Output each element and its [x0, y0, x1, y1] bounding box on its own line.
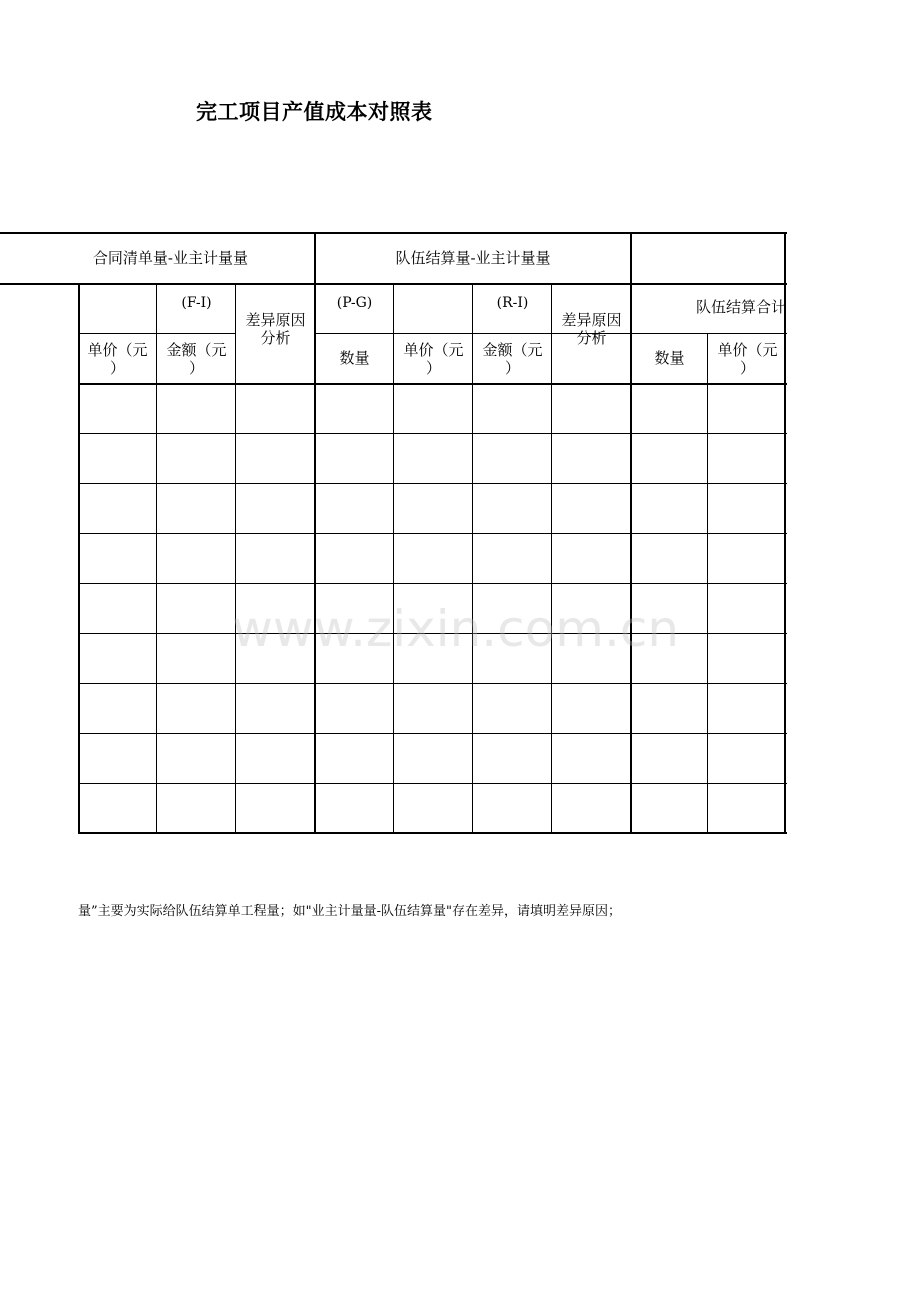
grid-line [78, 433, 787, 434]
header-unit-price [708, 334, 787, 383]
footnote: 量”主要为实际给队伍结算单工程量；如"业主计量量-队伍结算量"存在差异，请填明差异原因； [78, 904, 621, 919]
grid-line [707, 333, 708, 834]
grid-line [78, 783, 787, 784]
header-reason-2-line2: 分析 [576, 329, 607, 347]
header-amount-line1: 金额（元 [482, 340, 543, 359]
grid-line [78, 683, 787, 684]
grid-line [78, 633, 787, 634]
header-reason-1-line2: 分析 [260, 329, 291, 347]
table-grid [0, 232, 787, 835]
header-quantity: 数量 [654, 349, 685, 367]
header-reason-1 [236, 285, 315, 383]
grid-line [78, 383, 787, 385]
grid-line [78, 733, 787, 734]
header-unit-price-line2: ） [425, 358, 441, 377]
grid-line [78, 483, 787, 484]
watermark: www.zixin.com.cn [232, 600, 680, 658]
header-formula-fi: (F-I) [181, 294, 212, 311]
header-team-settlement-total: 队伍结算合计 [696, 297, 787, 316]
header-unit-price-line1: 单价（元 [717, 340, 778, 359]
header-amount-line2: ） [504, 358, 520, 377]
header-unit-price [394, 334, 473, 383]
header-amount [157, 334, 236, 383]
page-title: 完工项目产值成本对照表 [196, 99, 433, 124]
header-reason-2 [552, 285, 631, 383]
grid-line [78, 533, 787, 534]
header-formula-pg: (P-G) [336, 294, 373, 311]
header-reason-1-line1: 差异原因 [245, 311, 306, 329]
cost-comparison-table [0, 232, 787, 835]
grid-line [78, 583, 787, 584]
header-amount-line1: 金额（元 [166, 340, 227, 359]
header-team-vs-owner: 队伍结算量-业主计量量 [395, 249, 551, 267]
header-reason-2-line1: 差异原因 [561, 311, 622, 329]
header-unit-price [78, 334, 157, 383]
header-amount [473, 334, 552, 383]
grid-line [78, 832, 787, 834]
header-amount-line2: ） [188, 358, 204, 377]
header-unit-price-line1: 单价（元 [87, 340, 148, 359]
header-unit-price-line1: 单价（元 [403, 340, 464, 359]
header-unit-price-line2: ） [109, 358, 125, 377]
header-formula-ri: (R-I) [496, 294, 529, 311]
header-contract-vs-owner: 合同清单量-业主计量量 [92, 249, 248, 267]
header-unit-price-line2: ） [739, 358, 755, 377]
header-quantity: 数量 [339, 349, 370, 367]
